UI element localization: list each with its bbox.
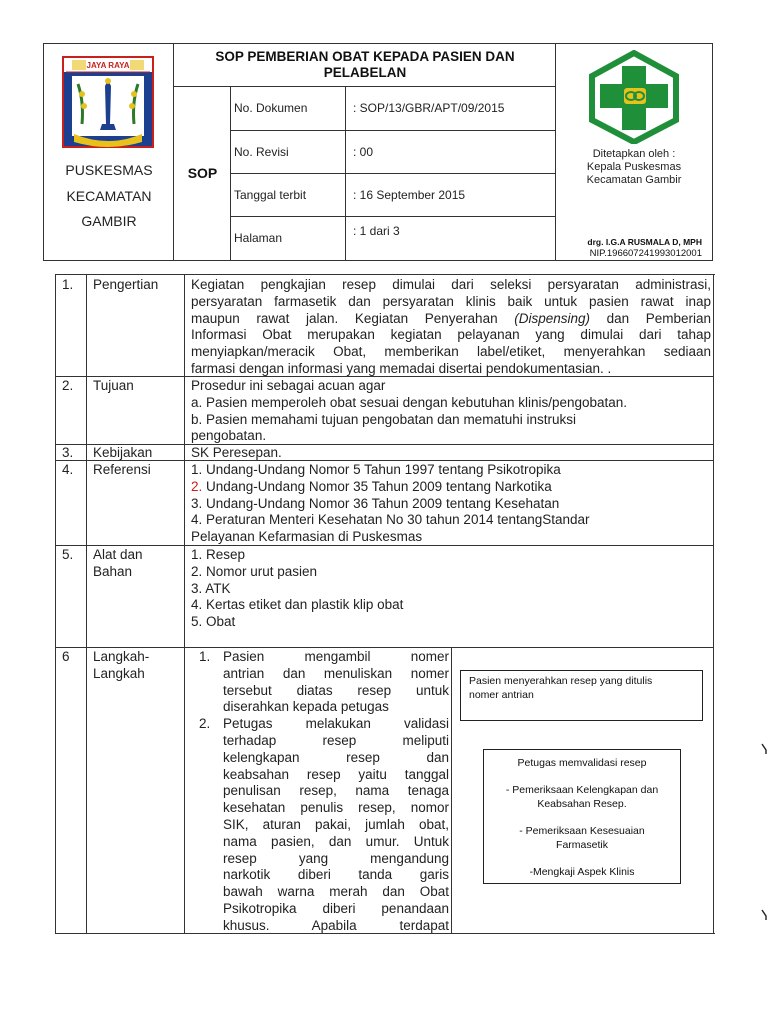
steps-list	[191, 649, 449, 935]
divider	[55, 275, 56, 933]
organization-name	[44, 158, 174, 235]
box-line: nomer antrian	[469, 689, 534, 701]
meta-label: No. Revisi	[234, 145, 289, 159]
flowchart-box-validate-prescription	[483, 749, 681, 884]
box-line: Keabsahan Resep.	[537, 798, 627, 810]
section-label: Referensi	[93, 462, 151, 477]
section-number: 2.	[62, 378, 74, 393]
text-line: SK Peresepan.	[191, 445, 282, 460]
divider	[231, 130, 556, 131]
item-text: Pelayanan Kefarmasian di Puskesmas	[191, 529, 423, 545]
meta-label: No. Dokumen	[234, 101, 308, 115]
item-number: 3.	[191, 495, 203, 511]
text-line: menyiapkan/meracik Obat, memberikan label/etiket, menyerahkan sediaan	[191, 344, 711, 360]
document-title: SOP PEMBERIAN OBAT KEPADA PASIEN DAN PELABELAN	[215, 49, 515, 80]
divider	[713, 275, 714, 933]
text-line: kelengkapan resep dan	[223, 749, 449, 765]
item-number: 1.	[191, 462, 203, 477]
section-number: 5.	[62, 547, 74, 562]
list-item: 3. ATK	[191, 580, 231, 596]
issue-date: : 16 September 2015	[353, 188, 466, 202]
item-number: 4.	[191, 512, 203, 528]
text-line: kesehatan penulis resep, nomor	[223, 800, 449, 816]
text-line: narkotik diberi tanda garis	[223, 867, 449, 883]
flowchart-box-submit-prescription	[460, 670, 703, 721]
text-line: bawah warna merah dan Obat	[223, 884, 449, 900]
text-line: resep yang mengandung	[223, 850, 449, 866]
divider	[55, 647, 714, 648]
section-label	[93, 649, 185, 683]
approval-block	[556, 148, 712, 187]
text-line: farmasi dengan informasi yang memadai disertai pendokumentasian. .	[191, 360, 612, 376]
tujuan-text	[191, 378, 711, 445]
divider	[231, 173, 556, 174]
text-line: khusus. Apabila terdapat	[223, 917, 449, 933]
item-text: Undang-Undang Nomor 35 Tahun 2009 tentang Narkotika	[202, 478, 552, 494]
text-line: Kegiatan pengkajian resep dimulai dari seleksi persyaratan administrasi,	[191, 277, 711, 292]
list-item: 5. Obat	[191, 614, 236, 630]
text-line: antrian dan menuliskan nomer	[223, 665, 449, 681]
list-item	[191, 462, 711, 479]
text-line: persyaratan farmasetik dan persyaratan klinis baik untuk pasien rawat inap	[191, 293, 711, 309]
item-text: Undang-Undang Nomor 5 Tahun 1997 tentang Psikotropika	[202, 462, 561, 477]
kebijakan-text	[191, 445, 711, 462]
text-line: terhadap resep meliputi	[223, 732, 449, 748]
list-item: 2. Nomor urut pasien	[191, 563, 318, 579]
section-number: 4.	[62, 462, 74, 477]
step-item	[191, 649, 449, 716]
step-number: 1.	[199, 649, 211, 664]
text-line: nama pasien, dan umur. Untuk	[223, 833, 449, 849]
signature-block	[556, 236, 712, 260]
org-line: PUSKESMAS	[65, 162, 153, 178]
step-item	[191, 716, 449, 934]
section-label: Kebijakan	[93, 445, 153, 460]
organization-cell	[44, 44, 174, 260]
text-line: SIK, aturan pakai, jumlah obat,	[223, 816, 449, 832]
label-line: Langkah-	[93, 649, 150, 664]
spacer	[490, 770, 674, 783]
pengertian-text	[191, 277, 711, 378]
label-line: Alat dan	[93, 547, 143, 562]
box-line: - Pemeriksaan Kelengkapan dan	[505, 784, 659, 796]
text-line: Psikotropika diberi penandaan	[223, 900, 449, 916]
text-line: Pasien mengambil nomer	[223, 649, 449, 664]
list-item	[191, 529, 711, 546]
meta-label: Halaman	[234, 231, 283, 245]
list-item: 1. Resep	[191, 547, 246, 562]
approval-line: Ditetapkan oleh :	[592, 148, 676, 160]
jakarta-crest-icon	[62, 54, 154, 149]
org-line: GAMBIR	[81, 213, 137, 229]
section-number: 1.	[62, 277, 74, 292]
document-number: : SOP/13/GBR/APT/09/2015	[353, 101, 505, 115]
alat-bahan-list	[191, 547, 711, 631]
puskesmas-logo-icon	[584, 50, 684, 144]
signatory-name: drg. I.G.A RUSMALA D, MPH	[587, 237, 702, 247]
text-line: diserahkan kepada petugas	[223, 699, 389, 715]
signatory-nip: NIP.196607241993012001	[589, 248, 702, 259]
page-count: : 1 dari 3	[353, 224, 400, 238]
divider	[174, 86, 556, 87]
text-line: keabsahan resep yaitu tanggal	[223, 766, 449, 782]
list-item	[191, 496, 711, 513]
clipped-arrow-icon	[760, 908, 768, 922]
box-line: - Pemeriksaan Kesesuaian	[519, 825, 645, 837]
text-line: a. Pasien memperoleh obat sesuai dengan kebutuhan klinis/pengobatan.	[191, 394, 628, 410]
org-line: KECAMATAN	[66, 187, 152, 204]
list-item	[191, 479, 711, 496]
section-label: Pengertian	[93, 277, 159, 292]
divider	[184, 275, 185, 933]
label-line: Bahan	[93, 563, 133, 579]
text-line: Petugas melakukan validasi	[223, 716, 449, 732]
text-line: b. Pasien memahami tujuan pengobatan dan mematuhi instruksi	[191, 411, 576, 427]
text-line: Prosedur ini sebagai acuan agar	[191, 378, 386, 393]
item-text: Undang-Undang Nomor 36 Tahun 2009 tentang Kesehatan	[202, 495, 560, 511]
list-item	[191, 512, 711, 529]
referensi-list	[191, 462, 711, 546]
box-line: Farmasetik	[556, 839, 608, 851]
label-line: Langkah	[93, 665, 145, 681]
sop-label: SOP	[187, 165, 218, 181]
revision-number: : 00	[353, 145, 374, 159]
text-line: pengobatan.	[191, 428, 267, 444]
text-line: tersebut diatas resep untuk	[223, 682, 449, 698]
box-line: -Mengkaji Aspek Klinis	[529, 866, 635, 878]
section-label: Tujuan	[93, 378, 134, 393]
spacer	[490, 811, 674, 824]
spacer	[490, 852, 674, 865]
italic-term: (Dispensing)	[514, 310, 590, 326]
item-text: Peraturan Menteri Kesehatan No 30 tahun 2014 tentangStandar	[202, 512, 590, 528]
sop-content-table	[55, 274, 715, 934]
clipped-arrow-icon	[760, 742, 768, 756]
sop-header-table	[43, 43, 713, 261]
box-line: Pasien menyerahkan resep yang ditulis	[469, 675, 653, 687]
text-line: penulisan resep, nama tenaga	[223, 783, 449, 799]
approval-line: Kecamatan Gambir	[586, 174, 682, 186]
approval-line: Kepala Puskesmas	[586, 161, 682, 173]
meta-label: Tanggal terbit	[234, 188, 307, 202]
step-number: 2.	[199, 716, 211, 732]
section-label	[93, 547, 185, 581]
box-line: Petugas memvalidasi resep	[517, 757, 647, 769]
crest-banner: JAYA RAYA	[86, 61, 130, 70]
text-line: Informasi Obat merupakan kegiatan pelayanan yang dimulai dari tahap	[191, 327, 711, 343]
list-item: 4. Kertas etiket dan plastik klip obat	[191, 597, 404, 613]
divider	[86, 275, 87, 933]
divider	[231, 216, 556, 217]
section-number: 6	[62, 649, 70, 664]
divider	[451, 647, 452, 933]
section-number: 3.	[62, 445, 74, 460]
text-line: maupun rawat jalan. Kegiatan Penyerahan (Dispensing) dan Pemberian	[191, 310, 711, 326]
item-number: 2.	[191, 478, 203, 494]
